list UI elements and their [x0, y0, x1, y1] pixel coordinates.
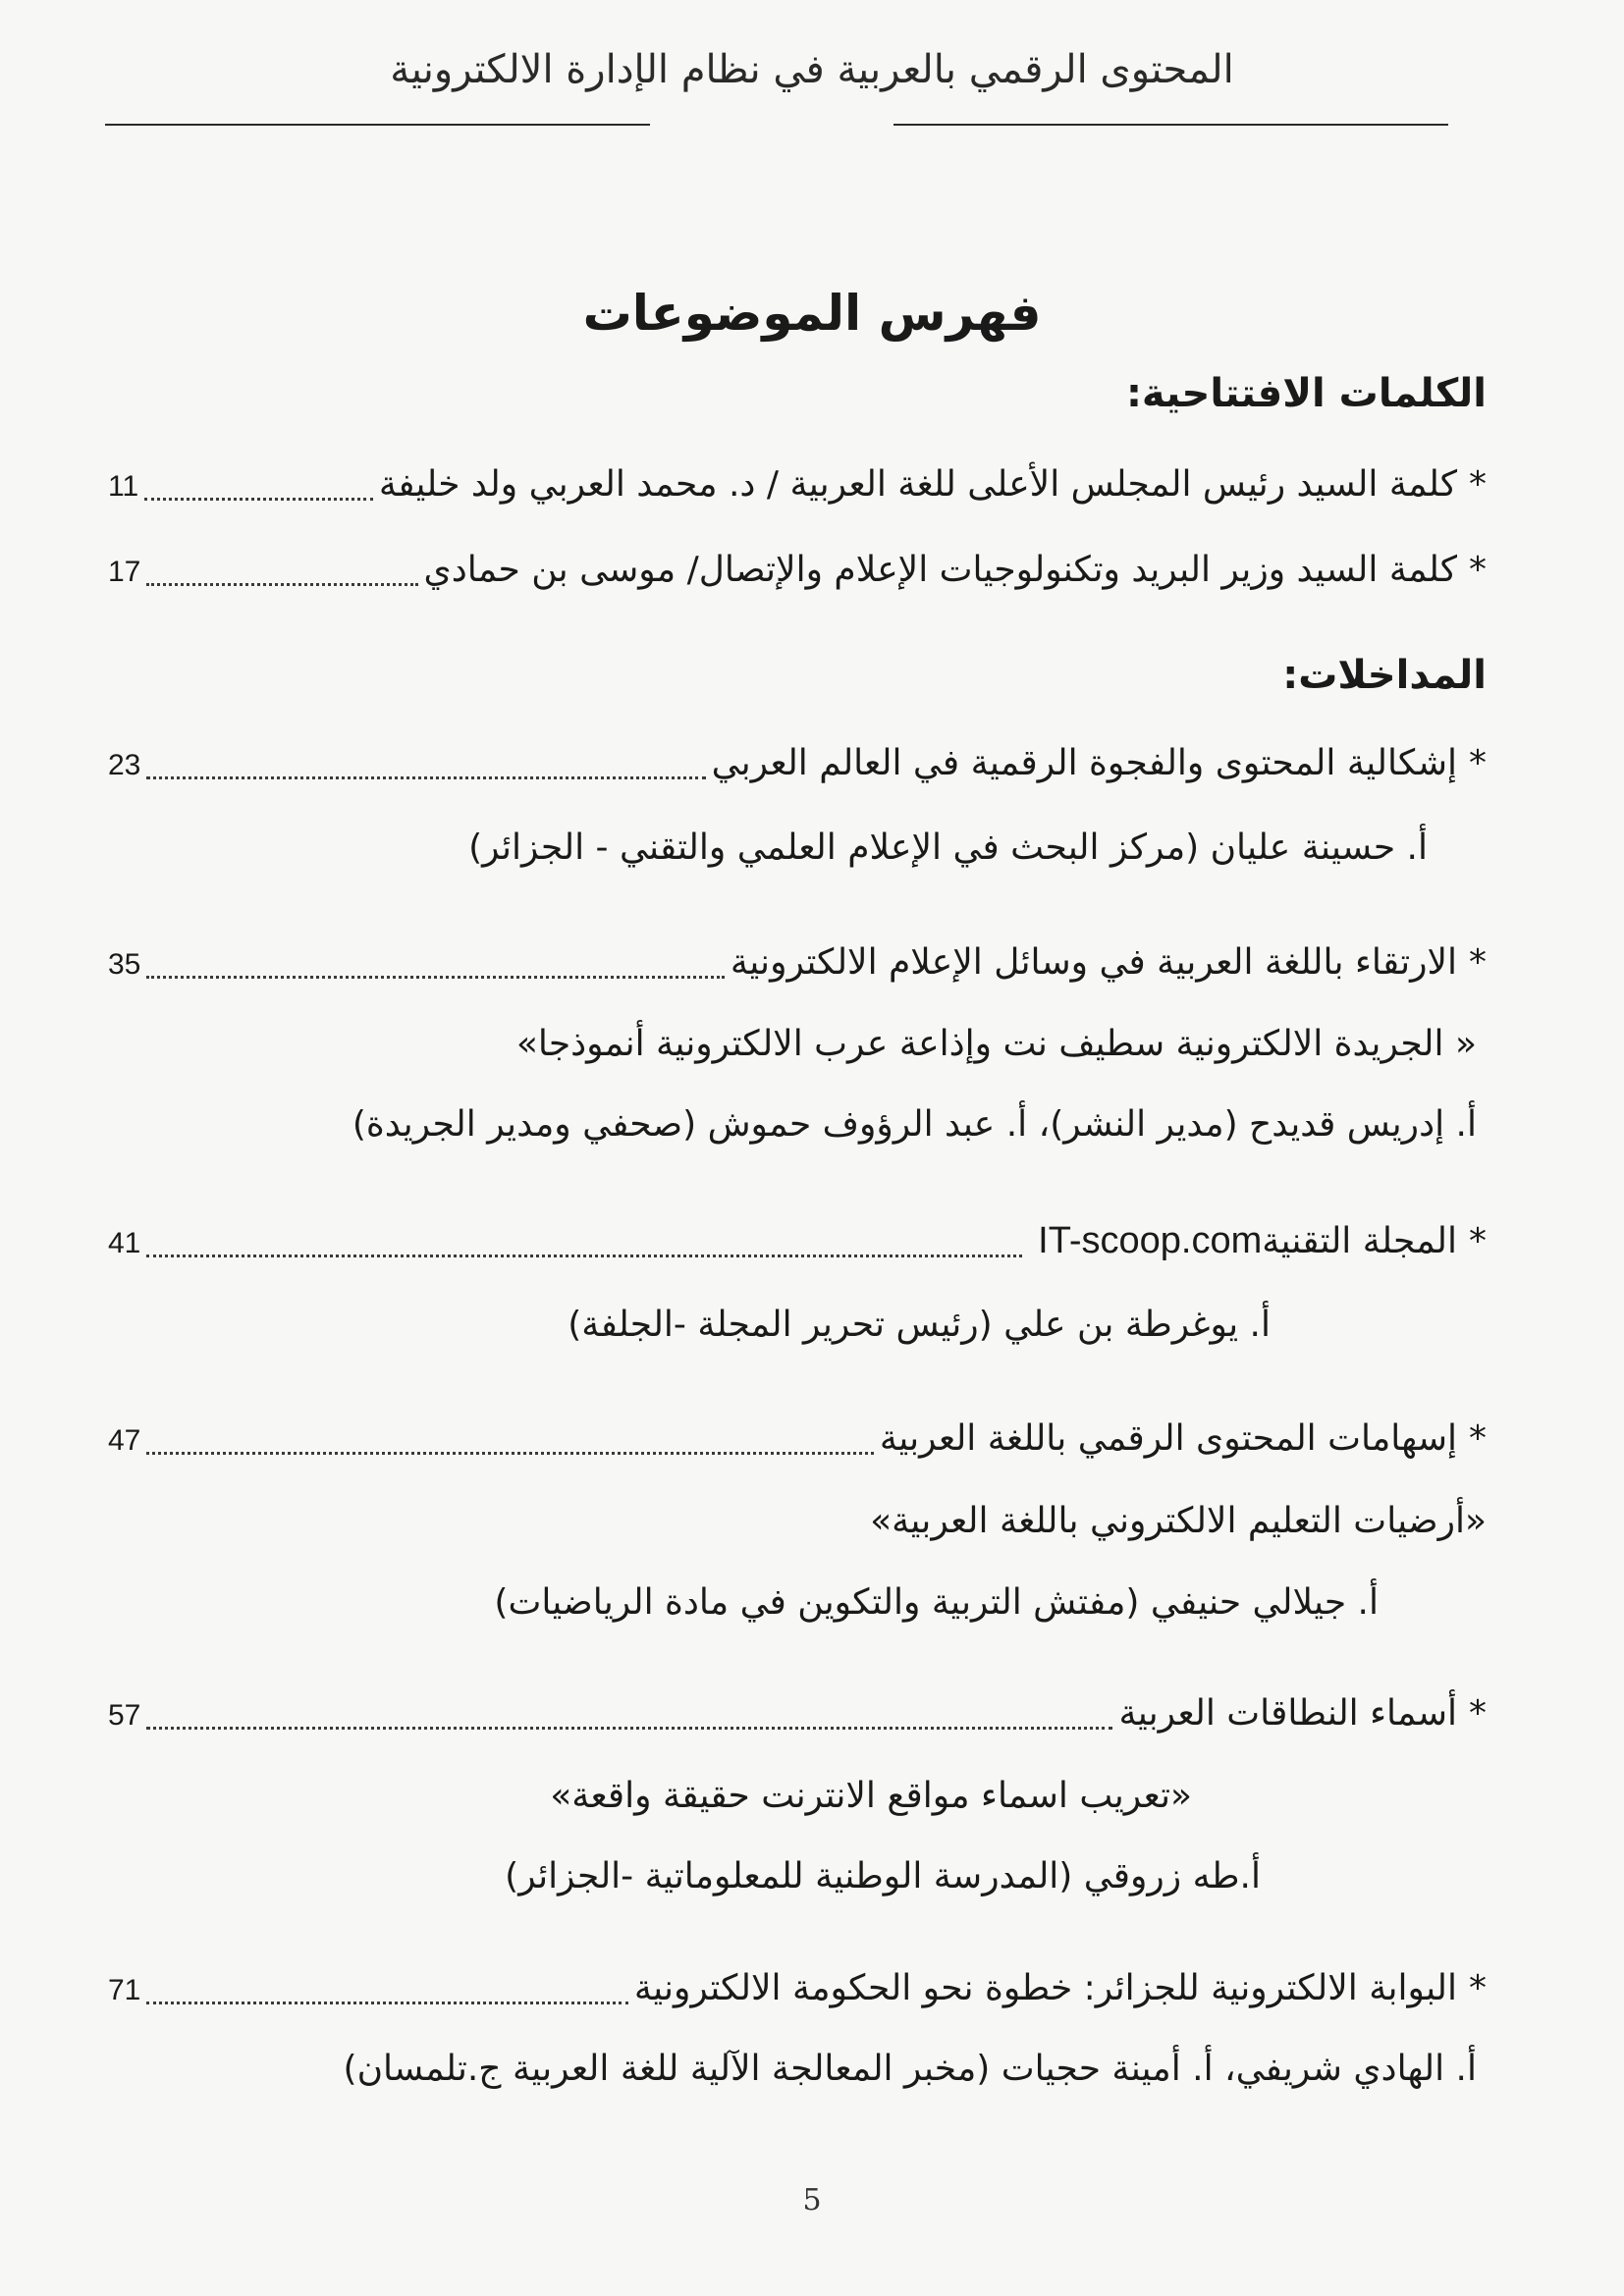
header-rule-right: [893, 124, 1448, 126]
toc-entry-title: *كلمة السيد وزير البريد وتكنولوجيات الإعلام والإتصال/ موسى بن حمادي: [423, 550, 1487, 590]
toc-entry-author: أ.طه زروقي (المدرسة الوطنية للمعلوماتية -الجزائر): [505, 1856, 1261, 1896]
bullet-star: *: [1469, 1418, 1487, 1459]
dot-leader: [146, 1255, 1022, 1257]
toc-entry-author: أ. إدريس قديدح (مدير النشر)، أ. عبد الرؤوف حموش (صحفي ومدير الجريدة): [352, 1104, 1477, 1145]
toc-entry-title: *إشكالية المحتوى والفجوة الرقمية في العالم العربي: [711, 743, 1487, 783]
toc-entry-title: *أسماء النطاقات العربية: [1118, 1693, 1487, 1734]
toc-page-number: 47: [108, 1424, 141, 1457]
bullet-star: *: [1469, 942, 1487, 983]
header-rule-left: [105, 124, 650, 126]
toc-entry-author: أ. جيلالي حنيفي (مفتش التربية والتكوين في مادة الرياضيات): [494, 1582, 1379, 1623]
toc-entry-author: أ. يوغرطة بن علي (رئيس تحرير المجلة -الجلفة): [568, 1305, 1271, 1345]
toc-entry[interactable]: [108, 1688, 1487, 1741]
toc-entry[interactable]: [108, 459, 1487, 512]
toc-page-number: 35: [108, 948, 141, 981]
dot-leader: [146, 776, 705, 779]
toc-page-number: 17: [108, 556, 141, 588]
toc-entry[interactable]: [108, 937, 1487, 990]
dot-leader: [146, 2002, 627, 2004]
toc-entry-title: *إسهامات المحتوى الرقمي باللغة العربية: [879, 1418, 1487, 1459]
bullet-star: *: [1469, 1968, 1487, 2008]
toc-entry-title: *الارتقاء باللغة العربية في وسائل الإعلام الالكترونية: [730, 942, 1487, 983]
toc-entry-author: أ. الهادي شريفي، أ. أمينة حجيات (مخبر المعالجة الآلية للغة العربية ج.تلمسان): [343, 2049, 1477, 2089]
toc-entry-title: *المجلة التقنيةIT-scoop.com: [1038, 1220, 1487, 1261]
dot-leader: [146, 1727, 1112, 1730]
dot-leader: [144, 498, 373, 501]
toc-entry-title: *كلمة السيد رئيس المجلس الأعلى للغة العربية / د. محمد العربي ولد خليفة: [378, 464, 1487, 505]
dot-leader: [146, 976, 725, 979]
section-heading-contributions: المداخلات:: [1282, 653, 1487, 698]
bullet-star: *: [1469, 743, 1487, 783]
toc-page-number: 41: [108, 1227, 141, 1259]
toc-entry-title: *البوابة الالكترونية للجزائر: خطوة نحو الحكومة الالكترونية: [633, 1968, 1487, 2008]
toc-entry-subtitle: «أرضيات التعليم الالكتروني باللغة العربية»: [870, 1501, 1487, 1541]
toc-entry[interactable]: [108, 1963, 1487, 2016]
dot-leader: [146, 1452, 874, 1455]
toc-page-number: 23: [108, 749, 141, 781]
toc-title: فهرس الموضوعات: [582, 285, 1042, 342]
dot-leader: [146, 583, 417, 586]
page-number: 5: [802, 2183, 822, 2217]
toc-entry-author: أ. حسينة عليان (مركز البحث في الإعلام العلمي والتقني - الجزائر): [468, 828, 1428, 868]
bullet-star: *: [1469, 1221, 1487, 1261]
toc-entry[interactable]: [108, 545, 1487, 598]
toc-entry-title-latin: IT-scoop.com: [1038, 1220, 1263, 1261]
running-header-title: المحتوى الرقمي بالعربية في نظام الإدارة الالكترونية: [390, 47, 1234, 92]
toc-page-number: 57: [108, 1699, 141, 1732]
toc-entry[interactable]: [108, 1414, 1487, 1467]
toc-entry-subtitle: « الجريدة الالكترونية سطيف نت وإذاعة عرب الالكترونية أنموذجا»: [515, 1024, 1477, 1064]
bullet-star: *: [1469, 464, 1487, 505]
toc-entry[interactable]: [108, 1215, 1487, 1269]
toc-page-number: 11: [108, 470, 139, 503]
toc-entry-subtitle: «تعريب اسماء مواقع الانترنت حقيقة واقعة»: [550, 1776, 1192, 1816]
bullet-star: *: [1469, 1693, 1487, 1734]
toc-page-number: 71: [108, 1974, 141, 2006]
toc-entry[interactable]: [108, 738, 1487, 791]
bullet-star: *: [1469, 550, 1487, 590]
section-heading-opening-words: الكلمات الافتتاحية:: [1125, 371, 1487, 416]
